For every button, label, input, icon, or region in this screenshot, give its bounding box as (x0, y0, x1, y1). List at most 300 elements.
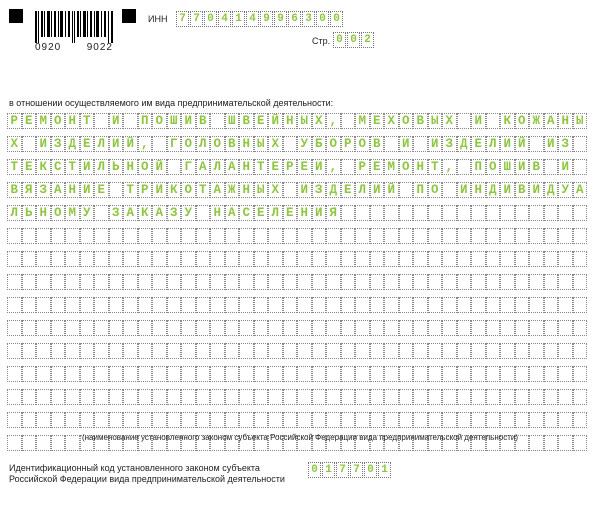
grid-cell: И (312, 159, 327, 175)
grid-cell: К (500, 113, 515, 129)
grid-cell (225, 274, 240, 290)
grid-cell: З (312, 182, 327, 198)
grid-cell: Г (181, 159, 196, 175)
grid-cell: Х (7, 136, 22, 152)
grid-cell: М (384, 159, 399, 175)
grid-cell: Р (283, 159, 298, 175)
grid-cell (94, 297, 109, 313)
grid-cell (80, 274, 95, 290)
grid-cell: И (558, 159, 573, 175)
grid-cell: И (529, 182, 544, 198)
grid-cell (196, 228, 211, 244)
grid-cell (486, 113, 501, 129)
grid-cell (22, 251, 37, 267)
grid-cell (22, 297, 37, 313)
grid-cell (370, 251, 385, 267)
grid-cell: Х (312, 113, 327, 129)
grid-cell (36, 412, 51, 428)
grid-cell (384, 320, 399, 336)
grid-cell (486, 366, 501, 382)
grid-cell (283, 366, 298, 382)
grid-cell: У (80, 205, 95, 221)
char-cell: 4 (246, 11, 259, 27)
grid-cell (486, 297, 501, 313)
char-cell: 9 (260, 11, 273, 27)
grid-cell (413, 320, 428, 336)
grid-cell (529, 343, 544, 359)
grid-cell (181, 320, 196, 336)
grid-cell: Г (167, 136, 182, 152)
page-number-field[interactable] (333, 32, 375, 48)
grid-cell (558, 412, 573, 428)
grid-cell (326, 274, 341, 290)
grid-cell: З (36, 182, 51, 198)
grid-cell: Р (7, 113, 22, 129)
grid-cell (442, 297, 457, 313)
grid-cell (225, 320, 240, 336)
grid-cell: Т (196, 182, 211, 198)
grid-cell: М (36, 113, 51, 129)
grid-cell (123, 343, 138, 359)
grid-cell (239, 389, 254, 405)
grid-cell: П (471, 159, 486, 175)
grid-cell (297, 343, 312, 359)
grid-cell (341, 366, 356, 382)
grid-cell (413, 274, 428, 290)
char-cell: 7 (336, 462, 349, 478)
grid-cell (167, 343, 182, 359)
grid-row (7, 389, 587, 405)
grid-row (7, 297, 587, 313)
page-label: Стр. (312, 36, 331, 46)
grid-cell: Ж (529, 113, 544, 129)
grid-cell: Л (268, 205, 283, 221)
grid-cell (181, 297, 196, 313)
grid-cell (442, 228, 457, 244)
inn-label: ИНН (148, 14, 168, 24)
grid-cell (283, 136, 298, 152)
grid-cell (254, 228, 269, 244)
grid-cell (471, 297, 486, 313)
grid-cell (326, 389, 341, 405)
grid-cell (515, 320, 530, 336)
grid-cell (428, 251, 443, 267)
grid-cell: А (225, 159, 240, 175)
grid-row (7, 251, 587, 267)
grid-cell (109, 228, 124, 244)
char-cell: 2 (361, 32, 374, 48)
grid-cell (428, 412, 443, 428)
grid-cell (109, 320, 124, 336)
grid-cell (239, 366, 254, 382)
grid-cell (268, 320, 283, 336)
grid-cell: Н (65, 182, 80, 198)
grid-cell (355, 205, 370, 221)
grid-cell: И (109, 113, 124, 129)
grid-cell: О (210, 136, 225, 152)
grid-cell (384, 343, 399, 359)
grid-cell (529, 274, 544, 290)
grid-cell (471, 343, 486, 359)
grid-cell (384, 228, 399, 244)
grid-cell (471, 412, 486, 428)
grid-cell (254, 251, 269, 267)
grid-cell (36, 366, 51, 382)
grid-cell (413, 343, 428, 359)
grid-cell (515, 343, 530, 359)
grid-cell (94, 389, 109, 405)
grid-cell (138, 251, 153, 267)
grid-cell (573, 320, 588, 336)
grid-cell (457, 343, 472, 359)
grid-cell: Н (36, 205, 51, 221)
grid-cell (399, 343, 414, 359)
grid-cell (36, 343, 51, 359)
grid-cell (428, 366, 443, 382)
grid-cell (80, 366, 95, 382)
grid-cell (239, 274, 254, 290)
grid-cell (544, 297, 559, 313)
grid-cell (167, 228, 182, 244)
grid-cell (428, 274, 443, 290)
grid-cell (123, 113, 138, 129)
grid-cell (326, 343, 341, 359)
grid-cell: Д (544, 182, 559, 198)
grid-cell (65, 389, 80, 405)
grid-cell (500, 320, 515, 336)
grid-cell (326, 320, 341, 336)
grid-cell (138, 297, 153, 313)
grid-row (7, 343, 587, 359)
grid-cell (428, 320, 443, 336)
grid-cell (196, 251, 211, 267)
grid-cell (210, 412, 225, 428)
grid-cell (36, 274, 51, 290)
grid-cell: В (529, 159, 544, 175)
grid-cell (558, 343, 573, 359)
grid-cell: Я (22, 182, 37, 198)
grid-cell (297, 297, 312, 313)
grid-cell (500, 297, 515, 313)
grid-cell: Т (80, 113, 95, 129)
grid-cell (109, 251, 124, 267)
grid-cell: А (196, 159, 211, 175)
grid-cell (341, 113, 356, 129)
grid-cell: Ы (254, 136, 269, 152)
grid-cell (7, 297, 22, 313)
grid-cell (138, 228, 153, 244)
grid-cell (123, 297, 138, 313)
grid-cell (167, 412, 182, 428)
grid-cell (51, 343, 66, 359)
grid-row (7, 136, 587, 152)
grid-cell: Ь (22, 205, 37, 221)
char-cell: 9 (274, 11, 287, 27)
grid-cell (428, 343, 443, 359)
grid-cell: Е (94, 182, 109, 198)
grid-cell (326, 412, 341, 428)
grid-cell (341, 412, 356, 428)
grid-cell: Д (326, 182, 341, 198)
id-code-field[interactable] (308, 462, 392, 478)
grid-cell (268, 343, 283, 359)
grid-cell (283, 389, 298, 405)
grid-cell (573, 251, 588, 267)
grid-cell (384, 274, 399, 290)
grid-cell (471, 389, 486, 405)
grid-cell (558, 251, 573, 267)
grid-cell (486, 389, 501, 405)
grid-cell (254, 389, 269, 405)
grid-cell (312, 228, 327, 244)
grid-cell: Е (283, 205, 298, 221)
grid-cell: Т (7, 159, 22, 175)
grid-cell (471, 251, 486, 267)
grid-cell (515, 205, 530, 221)
grid-cell (7, 274, 22, 290)
grid-cell (399, 228, 414, 244)
grid-cell (94, 228, 109, 244)
grid-row (7, 320, 587, 336)
grid-cell (355, 412, 370, 428)
grid-cell (196, 320, 211, 336)
grid-cell (370, 228, 385, 244)
grid-cell: П (413, 182, 428, 198)
grid-cell (457, 389, 472, 405)
grid-cell (181, 228, 196, 244)
grid-cell (51, 251, 66, 267)
grid-cell (254, 297, 269, 313)
grid-cell (138, 412, 153, 428)
grid-cell (22, 389, 37, 405)
grid-cell (210, 297, 225, 313)
grid-cell (7, 412, 22, 428)
grid-cell (80, 389, 95, 405)
grid-cell (457, 228, 472, 244)
grid-cell (442, 412, 457, 428)
grid-cell (239, 412, 254, 428)
grid-cell (65, 412, 80, 428)
grid-cell (355, 297, 370, 313)
grid-cell: Л (94, 159, 109, 175)
grid-cell (283, 182, 298, 198)
grid-cell: Н (558, 113, 573, 129)
grid-cell (167, 366, 182, 382)
char-cell: 0 (347, 32, 360, 48)
grid-cell (384, 136, 399, 152)
grid-cell (22, 412, 37, 428)
grid-cell (355, 251, 370, 267)
grid-cell (297, 412, 312, 428)
grid-cell (181, 412, 196, 428)
grid-cell (500, 412, 515, 428)
grid-cell: П (138, 113, 153, 129)
grid-cell (138, 274, 153, 290)
grid-cell (558, 366, 573, 382)
inn-field[interactable] (176, 11, 344, 27)
grid-cell (544, 412, 559, 428)
grid-cell (268, 412, 283, 428)
grid-cell (65, 320, 80, 336)
grid-cell (283, 228, 298, 244)
grid-cell (457, 412, 472, 428)
grid-cell (355, 274, 370, 290)
grid-cell (428, 389, 443, 405)
grid-cell (341, 297, 356, 313)
grid-cell (109, 343, 124, 359)
grid-cell (573, 412, 588, 428)
grid-cell (36, 251, 51, 267)
grid-cell (7, 389, 22, 405)
grid-cell (36, 320, 51, 336)
grid-cell (196, 389, 211, 405)
grid-cell (94, 412, 109, 428)
grid-cell: Е (297, 159, 312, 175)
grid-cell (515, 389, 530, 405)
grid-cell: Е (80, 136, 95, 152)
grid-cell (196, 297, 211, 313)
grid-cell: Й (515, 136, 530, 152)
grid-cell (399, 412, 414, 428)
grid-cell (529, 136, 544, 152)
grid-cell: Н (471, 182, 486, 198)
grid-cell (225, 297, 240, 313)
grid-cell (239, 320, 254, 336)
grid-cell (384, 205, 399, 221)
grid-cell: Л (355, 182, 370, 198)
grid-cell: О (51, 205, 66, 221)
grid-cell (268, 274, 283, 290)
grid-cell (457, 366, 472, 382)
grid-cell (210, 320, 225, 336)
grid-cell (500, 366, 515, 382)
grid-cell (297, 366, 312, 382)
grid-cell (225, 412, 240, 428)
grid-cell (51, 274, 66, 290)
grid-cell: И (471, 113, 486, 129)
grid-cell (167, 274, 182, 290)
grid-cell: И (428, 136, 443, 152)
grid-cell: О (51, 113, 66, 129)
grid-cell: У (181, 205, 196, 221)
grid-cell (544, 366, 559, 382)
grid-cell (370, 343, 385, 359)
grid-cell: Т (428, 159, 443, 175)
grid-cell: И (399, 136, 414, 152)
grid-cell (138, 343, 153, 359)
grid-cell (22, 136, 37, 152)
grid-cell (210, 113, 225, 129)
grid-cell (109, 297, 124, 313)
grid-cell (500, 274, 515, 290)
grid-cell (123, 389, 138, 405)
grid-cell (312, 274, 327, 290)
grid-cell: З (442, 136, 457, 152)
grid-cell (312, 320, 327, 336)
grid-cell: Х (268, 136, 283, 152)
grid-cell (529, 320, 544, 336)
grid-cell: Ь (109, 159, 124, 175)
grid-cell (413, 297, 428, 313)
barcode-number-right: 9022 (86, 42, 113, 53)
grid-cell (196, 343, 211, 359)
grid-cell (515, 297, 530, 313)
grid-cell: И (370, 182, 385, 198)
activity-name-grid[interactable] (7, 113, 587, 458)
grid-cell (7, 320, 22, 336)
grid-cell (65, 251, 80, 267)
grid-cell: И (500, 182, 515, 198)
char-cell: 3 (302, 11, 315, 27)
grid-cell (109, 389, 124, 405)
grid-cell: В (413, 113, 428, 129)
grid-cell (442, 343, 457, 359)
grid-cell (573, 389, 588, 405)
grid-cell: М (355, 113, 370, 129)
grid-cell (500, 389, 515, 405)
grid-cell: Ы (573, 113, 588, 129)
grid-cell: З (51, 136, 66, 152)
barcode (35, 11, 113, 43)
grid-cell (544, 389, 559, 405)
grid-cell (515, 412, 530, 428)
grid-cell: О (515, 113, 530, 129)
grid-cell (196, 274, 211, 290)
grid-cell: Ы (297, 113, 312, 129)
grid-cell (370, 274, 385, 290)
grid-cell (529, 389, 544, 405)
id-code-label: Идентификационный код установленного законом субъекта Российской Федерации вида предпринимательской деятельности (9, 463, 285, 484)
grid-cell (573, 366, 588, 382)
grid-cell (486, 205, 501, 221)
grid-cell (123, 366, 138, 382)
grid-cell (544, 343, 559, 359)
grid-cell (152, 412, 167, 428)
grid-cell (7, 228, 22, 244)
grid-cell (268, 251, 283, 267)
grid-cell (486, 320, 501, 336)
grid-cell (529, 366, 544, 382)
grid-cell (573, 205, 588, 221)
registration-marker-left (9, 9, 23, 23)
grid-cell (457, 159, 472, 175)
grid-cell (399, 182, 414, 198)
grid-cell: Е (22, 159, 37, 175)
grid-cell (457, 205, 472, 221)
grid-cell (225, 366, 240, 382)
grid-cell (225, 343, 240, 359)
grid-cell (65, 228, 80, 244)
grid-cell (529, 412, 544, 428)
grid-cell: Ш (225, 113, 240, 129)
grid-cell (51, 366, 66, 382)
char-cell: 7 (350, 462, 363, 478)
grid-cell (138, 320, 153, 336)
grid-cell (94, 343, 109, 359)
grid-cell (428, 297, 443, 313)
grid-cell (181, 251, 196, 267)
grid-cell (515, 274, 530, 290)
grid-cell: Е (370, 113, 385, 129)
grid-cell (210, 366, 225, 382)
grid-cell (167, 159, 182, 175)
grid-cell (254, 366, 269, 382)
grid-cell (210, 274, 225, 290)
grid-cell (297, 251, 312, 267)
grid-cell: О (326, 136, 341, 152)
grid-row (7, 205, 587, 221)
grid-cell: О (138, 159, 153, 175)
